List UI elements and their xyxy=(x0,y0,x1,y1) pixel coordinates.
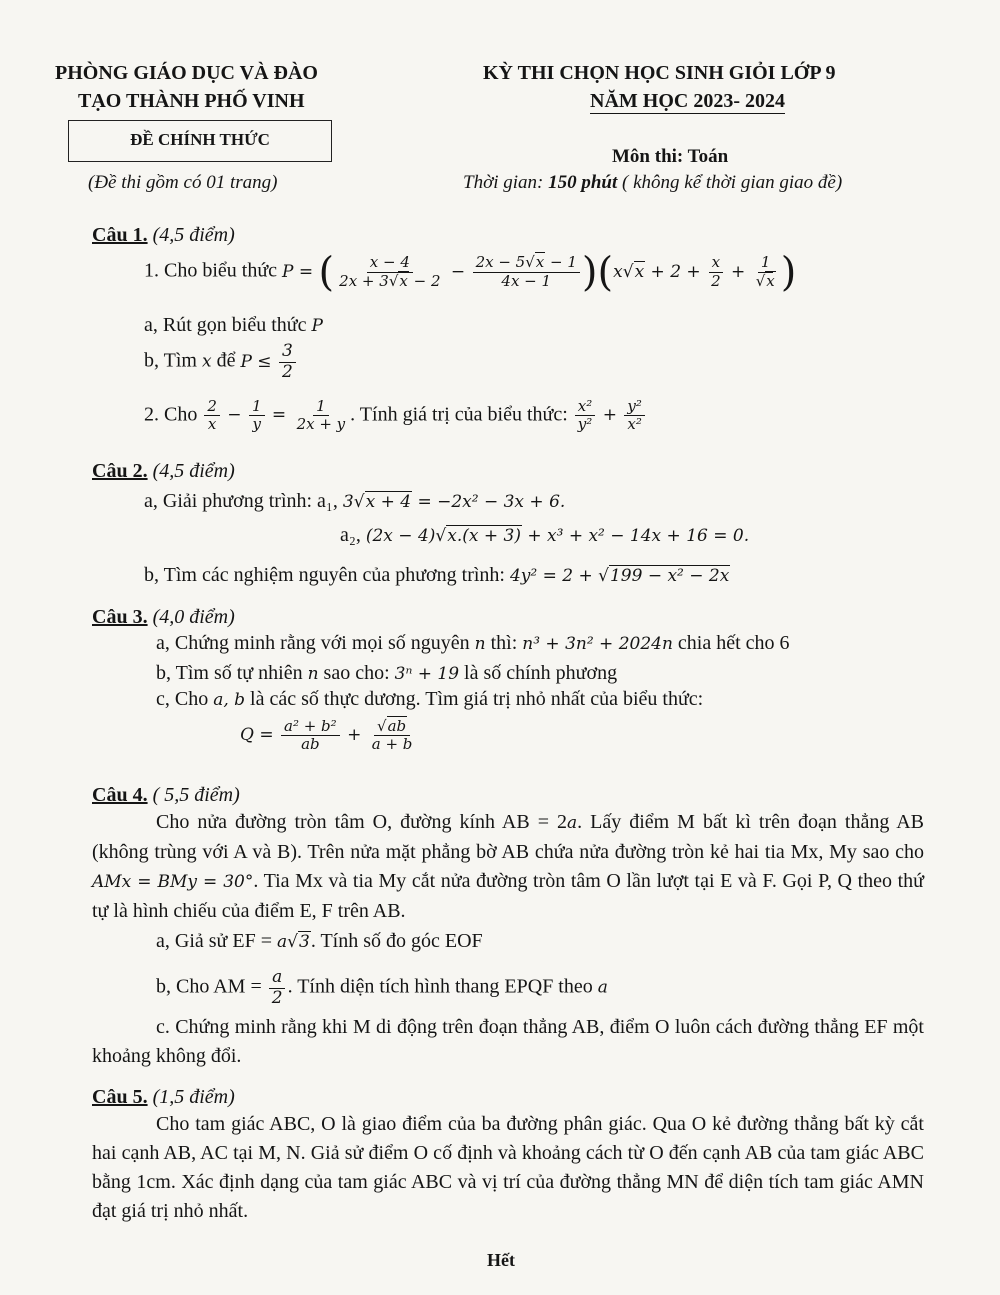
q4-part-b: b, Cho AM = $\frac{a}{2}$ . Tính diện tích hình thang EPQF theo a xyxy=(156,967,608,1008)
q4a-pre: a, Giả sử EF = xyxy=(156,930,272,952)
q1a-text: a, Rút gọn biểu thức xyxy=(144,314,307,336)
question-3-heading xyxy=(92,606,235,629)
question-1-title: Câu 1. xyxy=(92,224,148,246)
end-marker: Hết xyxy=(487,1250,515,1270)
question-5-points: (1,5 điểm) xyxy=(147,1086,235,1108)
question-4-title: Câu 4. xyxy=(92,784,148,806)
q3b-mid: sao cho: xyxy=(323,662,390,684)
q4b-post: . Tính diện tích hình thang EPQF theo xyxy=(287,975,593,998)
q1-2-intro: 2. Cho xyxy=(144,403,198,426)
official-label: ĐỀ CHÍNH THỨC xyxy=(130,130,270,149)
page-note: (Đề thi gồm có 01 trang) xyxy=(88,172,278,193)
q1-expression-P: P = ( $\frac{x - 4}{2x + 3√x - 2}$ − $\frac{2x - 5√x - 1}{4x - 1}$ )(x√x + 2 + $\frac{x}{2}$ + $\frac{1}{√x}$ ) xyxy=(282,249,797,295)
q2a2-label: a₂, xyxy=(340,524,361,546)
department-name-line2: TẠO THÀNH PHỐ VINH xyxy=(78,90,305,112)
q1-part-a: a, Rút gọn biểu thức P xyxy=(144,314,323,336)
q1-intro: 1. Cho biểu thức xyxy=(144,259,278,282)
exam-title: KỲ THI CHỌN HỌC SINH GIỎI LỚP 9 xyxy=(483,62,836,84)
q2-part-a2: a₂, (2x − 4)√x.(x + 3) + x³ + x² − 14x + 16 = 0. xyxy=(340,524,750,546)
question-5-title: Câu 5. xyxy=(92,1086,148,1108)
q3-part-a: a, Chứng minh rằng với mọi số nguyên n thì: n³ + 3n² + 2024n chia hết cho 6 xyxy=(156,632,790,654)
q4-para-b: . Lấy điểm M bất kì trên đoạn thẳng AB (không trùng với A và B). Trên nửa mặt phẳng bờ AB chứa nửa đường tròn kẻ hai tia Mx, My sao cho xyxy=(92,811,924,863)
q1-part-b: b, Tìm x để P ≤ $\frac{3}{2}$ xyxy=(144,342,298,382)
question-1-heading xyxy=(92,224,235,247)
q3b-pre: b, Tìm số tự nhiên xyxy=(156,662,303,684)
question-2-title: Câu 2. xyxy=(92,460,148,482)
q3-part-c: c, Cho a, b là các số thực dương. Tìm giá trị nhỏ nhất của biểu thức: xyxy=(156,688,704,710)
q1-2-mid: . Tính giá trị của biểu thức: xyxy=(350,403,568,426)
q3a-mid: thì: xyxy=(490,632,518,654)
question-3-points: (4,0 điểm) xyxy=(147,606,235,628)
q4a-post: . Tính số đo góc EOF xyxy=(310,930,483,952)
question-3-title: Câu 3. xyxy=(92,606,148,628)
time-suffix: ( không kể thời gian giao đề) xyxy=(617,172,843,193)
q5-paragraph: Cho tam giác ABC, O là giao điểm của ba đường phân giác. Qua O kẻ đường thẳng bất kỳ cắt hai cạnh AB, AC tại M, N. Giả sử điểm O cố định và khoảng cách từ O đến cạnh AB của tam giác ABC bằng 1cm. Xác định dạng của tam giác ABC và vị trí của đường thẳng MN để diện tích tam giác AMN đạt giá trị nhỏ nhất. xyxy=(92,1113,924,1222)
exam-subject: Môn thi: Toán xyxy=(612,146,729,167)
question-1-points: (4,5 điểm) xyxy=(147,224,235,246)
time-prefix: Thời gian: xyxy=(463,172,549,193)
department-name-line1: PHÒNG GIÁO DỤC VÀ ĐÀO xyxy=(55,62,318,84)
question-2-points: (4,5 điểm) xyxy=(147,460,235,482)
official-label-box xyxy=(68,120,332,162)
exam-year: NĂM HỌC 2023- 2024 xyxy=(590,90,785,112)
question-4-heading xyxy=(92,784,240,807)
exam-time xyxy=(463,172,842,194)
q3b-post: là số chính phương xyxy=(464,662,618,684)
q2a1-label: a, Giải phương trình: a₁, xyxy=(144,490,338,512)
q1b-mid: để xyxy=(216,349,236,372)
question-2-heading xyxy=(92,460,235,483)
q4-part-a: a, Giả sử EF = a√3. Tính số đo góc EOF xyxy=(156,930,483,952)
q1-part-2: 2. Cho $\frac{2}{x}$ − $\frac{1}{y}$ = $\frac{1}{2x + y}$ . Tính giá trị của biểu thức: $\frac{\text{x²}}{\text{y²}}$ + $\frac{\text{y²}}{\text{x²}}$ xyxy=(144,398,647,434)
q3a-post: chia hết cho 6 xyxy=(677,632,790,654)
q3a-pre: a, Chứng minh rằng với mọi số nguyên xyxy=(156,632,470,654)
q2-part-b: b, Tìm các nghiệm nguyên của phương trình: 4y² = 2 + √199 − x² − 2x xyxy=(144,564,730,586)
q2b-label: b, Tìm các nghiệm nguyên của phương trình: xyxy=(144,564,505,586)
q2-part-a1: a, Giải phương trình: a₁, 3√x + 4 = −2x² − 3x + 6. xyxy=(144,490,566,512)
q3-expression-Q: Q = $\frac{\text{a² + b²}}{ab}$ + $\frac{√ab}{a + b}$ xyxy=(240,717,413,754)
q4-para-c: . Tia Mx và tia My cắt nửa đường tròn tâm O lần lượt tại E và F. Gọi P, Q theo thứ tự là hình chiếu của điểm E, F trên AB. xyxy=(92,870,924,922)
q4-part-c: c. Chứng minh rằng khi M di động trên đoạn thẳng AB, điểm O luôn cách đường thẳng EF một khoảng không đổi. xyxy=(92,1016,924,1067)
q1-expression-line xyxy=(144,249,797,295)
q3-part-b: b, Tìm số tự nhiên n sao cho: 3ⁿ + 19 là số chính phương xyxy=(156,662,618,684)
time-value: 150 phút xyxy=(548,172,618,193)
question-5-heading xyxy=(92,1086,235,1109)
q3c-text2: là các số thực dương. Tìm giá trị nhỏ nhất của biểu thức: xyxy=(250,688,704,710)
q3c-text: c, Cho xyxy=(156,688,209,710)
q4-para-a: Cho nửa đường tròn tâm O, đường kính AB = 2 xyxy=(156,811,567,833)
q4b-pre: b, Cho AM = xyxy=(156,975,262,998)
q1b-text: b, Tìm xyxy=(144,349,197,372)
question-4-points: ( 5,5 điểm) xyxy=(147,784,240,806)
q4-paragraph: Cho nửa đường tròn tâm O, đường kính AB = 2a. Lấy điểm M bất kì trên đoạn thẳng AB (không trùng với A và B). Trên nửa mặt phẳng bờ AB chứa nửa đường tròn kẻ hai tia Mx, My sao cho AMx = BMy = 30°. Tia Mx và tia My cắt nửa đường tròn tâm O lần lượt tại E và F. Gọi P, Q theo thứ tự là hình chiếu của điểm E, F trên AB. xyxy=(92,811,924,922)
